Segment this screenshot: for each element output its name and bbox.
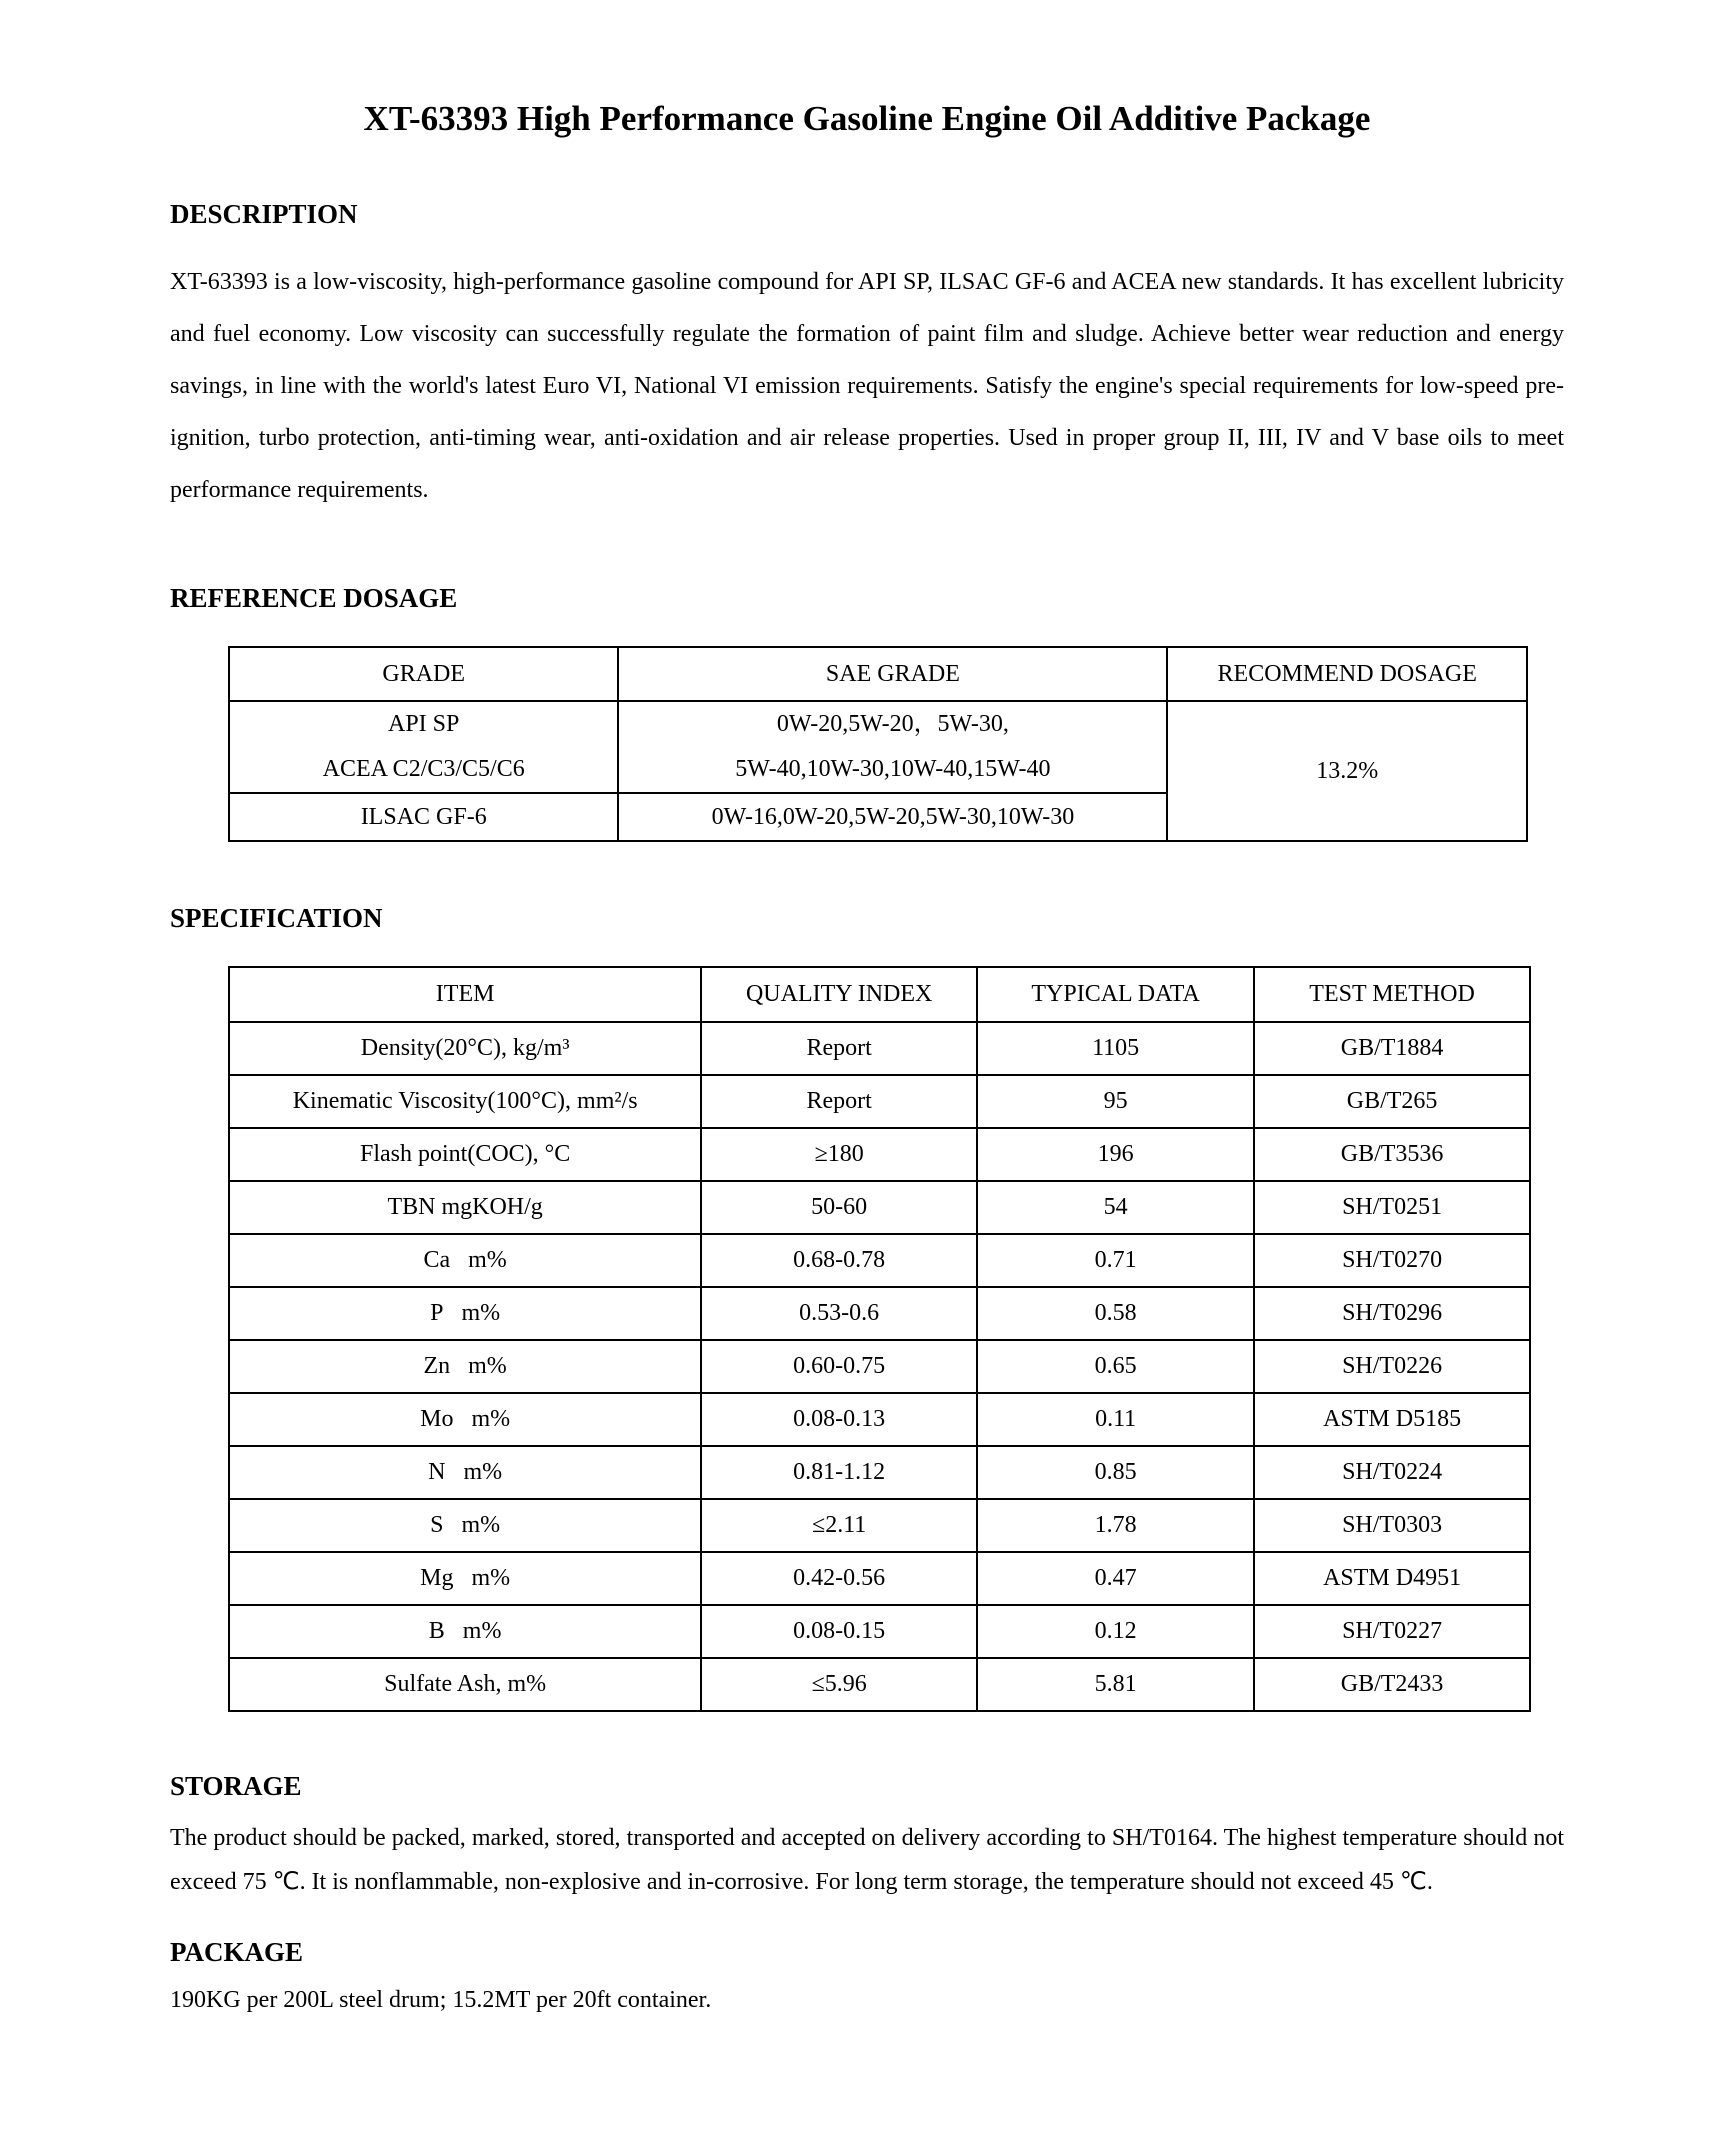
section-package: [170, 1936, 1564, 2016]
item-cell: Kinematic Viscosity(100°C), mm²/s: [229, 1075, 701, 1128]
typical-data-cell: 0.58: [977, 1287, 1254, 1340]
test-method-cell: GB/T2433: [1254, 1658, 1530, 1711]
column-header-recommend-dosage: RECOMMEND DOSAGE: [1167, 647, 1527, 701]
quality-index-cell: 0.68-0.78: [701, 1234, 977, 1287]
quality-index-cell: 0.42-0.56: [701, 1552, 977, 1605]
item-cell: Density(20°C), kg/m³: [229, 1022, 701, 1075]
quality-index-cell: ≤5.96: [701, 1658, 977, 1711]
item-cell: Flash point(COC), °C: [229, 1128, 701, 1181]
storage-paragraph: The product should be packed, marked, stored, transported and accepted on delivery according to SH/T0164. The highest temperature should not exceed 75 ℃. It is nonflammable, non-explosive and in-corrosive. For long term storage, the temperature should not exceed 45 ℃.: [170, 1825, 1564, 1895]
section-description: [170, 198, 1564, 516]
column-header-grade: GRADE: [229, 647, 618, 701]
quality-index-cell: 0.08-0.13: [701, 1393, 977, 1446]
item-cell: Mg m%: [229, 1552, 701, 1605]
typical-data-cell: 1.78: [977, 1499, 1254, 1552]
typical-data-cell: 1105: [977, 1022, 1254, 1075]
column-header-sae-grade: SAE GRADE: [618, 647, 1167, 701]
typical-data-cell: 0.12: [977, 1605, 1254, 1658]
item-cell: Sulfate Ash, m%: [229, 1658, 701, 1711]
section-storage: [170, 1770, 1564, 1904]
table-row: [229, 1658, 1530, 1711]
test-method-cell: ASTM D5185: [1254, 1393, 1530, 1446]
table-row: [229, 1446, 1530, 1499]
quality-index-cell: ≤2.11: [701, 1499, 977, 1552]
quality-index-cell: 0.60-0.75: [701, 1340, 977, 1393]
specification-heading: SPECIFICATION: [170, 903, 383, 933]
test-method-cell: SH/T0296: [1254, 1287, 1530, 1340]
typical-data-cell: 95: [977, 1075, 1254, 1128]
table-row: [229, 1393, 1530, 1446]
typical-data-cell: 0.11: [977, 1393, 1254, 1446]
test-method-cell: GB/T265: [1254, 1075, 1530, 1128]
grade-cell: [229, 701, 618, 793]
test-method-cell: SH/T0303: [1254, 1499, 1530, 1552]
test-method-cell: SH/T0270: [1254, 1234, 1530, 1287]
test-method-cell: ASTM D4951: [1254, 1552, 1530, 1605]
specification-table: [228, 966, 1531, 1712]
item-cell: Zn m%: [229, 1340, 701, 1393]
sae-grade-cell: 0W-16,0W-20,5W-20,5W-30,10W-30: [618, 793, 1167, 841]
table-row: [229, 1022, 1530, 1075]
item-cell: TBN mgKOH/g: [229, 1181, 701, 1234]
table-row: [229, 1181, 1530, 1234]
item-cell: Mo m%: [229, 1393, 701, 1446]
document-title: XT-63393 High Performance Gasoline Engine Oil Additive Package: [363, 99, 1371, 138]
description-paragraph: XT-63393 is a low-viscosity, high-performance gasoline compound for API SP, ILSAC GF-6 and ACEA new standards. It has excellent lubricity and fuel economy. Low viscosity can successfully regulate the formation of paint film and sludge. Achieve better wear reduction and energy savings, in line with the world's latest Euro VI, National VI emission requirements. Satisfy the engine's special requirements for low-speed pre-ignition, turbo protection, anti-timing wear, anti-oxidation and air release properties. Used in proper group II, III, IV and V base oils to meet performance requirements.: [170, 269, 1564, 503]
typical-data-cell: 5.81: [977, 1658, 1254, 1711]
test-method-cell: SH/T0251: [1254, 1181, 1530, 1234]
quality-index-cell: 0.53-0.6: [701, 1287, 977, 1340]
table-row: [229, 1128, 1530, 1181]
test-method-cell: SH/T0227: [1254, 1605, 1530, 1658]
column-header-typical-data: TYPICAL DATA: [977, 967, 1254, 1022]
quality-index-cell: Report: [701, 1022, 977, 1075]
column-header-quality-index: QUALITY INDEX: [701, 967, 977, 1022]
grade-line: API SP: [388, 711, 460, 737]
item-cell: P m%: [229, 1287, 701, 1340]
test-method-cell: GB/T1884: [1254, 1022, 1530, 1075]
table-row: [229, 1605, 1530, 1658]
reference-dosage-header-row: [229, 647, 1527, 701]
typical-data-cell: 0.47: [977, 1552, 1254, 1605]
table-row: [229, 1287, 1530, 1340]
reference-dosage-heading: REFERENCE DOSAGE: [170, 583, 458, 613]
test-method-cell: SH/T0224: [1254, 1446, 1530, 1499]
section-specification: [170, 902, 1564, 1712]
quality-index-cell: 0.81-1.12: [701, 1446, 977, 1499]
grade-cell: ILSAC GF-6: [229, 793, 618, 841]
sae-grade-cell: [618, 701, 1167, 793]
recommend-dosage-cell: 13.2%: [1167, 701, 1527, 841]
table-row: [229, 1499, 1530, 1552]
table-row: [229, 1552, 1530, 1605]
quality-index-cell: Report: [701, 1075, 977, 1128]
package-heading: PACKAGE: [170, 1937, 303, 1967]
typical-data-cell: 196: [977, 1128, 1254, 1181]
section-reference-dosage: [170, 582, 1564, 842]
grade-line: ACEA C2/C3/C5/C6: [322, 756, 525, 782]
reference-dosage-table: [228, 646, 1528, 842]
typical-data-cell: 0.71: [977, 1234, 1254, 1287]
quality-index-cell: ≥180: [701, 1128, 977, 1181]
description-heading: DESCRIPTION: [170, 199, 358, 229]
test-method-cell: SH/T0226: [1254, 1340, 1530, 1393]
table-row: [229, 1340, 1530, 1393]
item-cell: S m%: [229, 1499, 701, 1552]
table-row: [229, 701, 1527, 793]
item-cell: Ca m%: [229, 1234, 701, 1287]
item-cell: B m%: [229, 1605, 701, 1658]
package-paragraph: 190KG per 200L steel drum; 15.2MT per 20ft container.: [170, 1987, 712, 2013]
column-header-item: ITEM: [229, 967, 701, 1022]
storage-heading: STORAGE: [170, 1771, 302, 1801]
typical-data-cell: 0.65: [977, 1340, 1254, 1393]
typical-data-cell: 0.85: [977, 1446, 1254, 1499]
table-row: [229, 1234, 1530, 1287]
sae-line: 0W-20,5W-20，5W-30,: [776, 711, 1009, 737]
item-cell: N m%: [229, 1446, 701, 1499]
sae-line: 5W-40,10W-30,10W-40,15W-40: [735, 756, 1051, 782]
quality-index-cell: 50-60: [701, 1181, 977, 1234]
quality-index-cell: 0.08-0.15: [701, 1605, 977, 1658]
column-header-test-method: TEST METHOD: [1254, 967, 1530, 1022]
table-row: [229, 1075, 1530, 1128]
specification-header-row: [229, 967, 1530, 1022]
test-method-cell: GB/T3536: [1254, 1128, 1530, 1181]
typical-data-cell: 54: [977, 1181, 1254, 1234]
